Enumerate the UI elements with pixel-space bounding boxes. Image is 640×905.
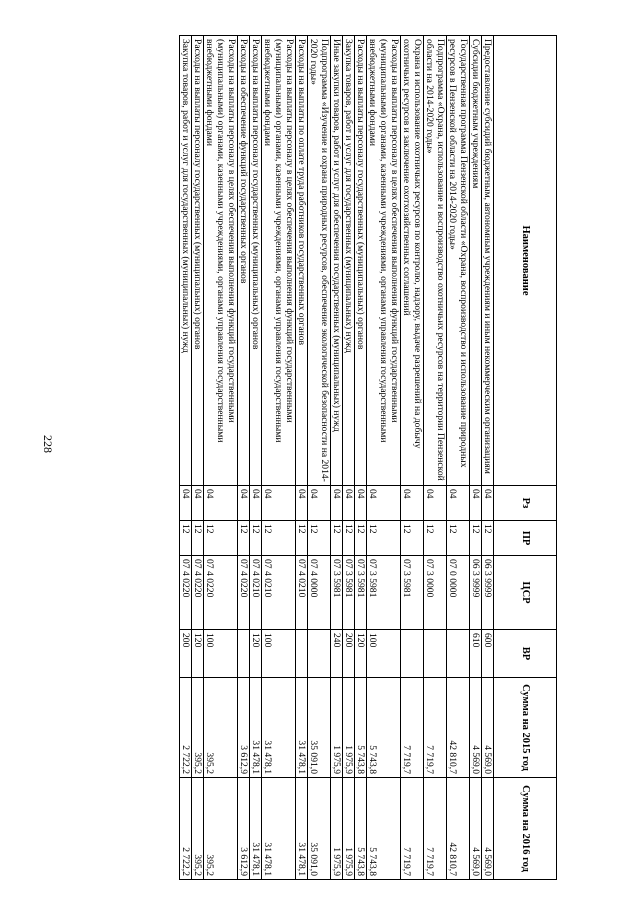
table-row <box>424 36 447 880</box>
row-sum-2016: 5 743,8 <box>355 778 367 880</box>
row-name: Расходы на выплаты персоналу в целях обеспечения выполнения функций государственными (муниципальными) органами, казенными учреждениями, органами управления государственными внебюджетными фондами <box>367 36 401 486</box>
row-pr: 12 <box>308 521 331 556</box>
table-row <box>296 36 308 880</box>
row-pr: 12 <box>192 521 204 556</box>
table-row <box>447 36 470 880</box>
row-name: Расходы на выплаты персоналу в целях обеспечения выполнения функций государственными (муниципальными) органами, казенными учреждениями, органами управления государственными внебюджетными фондами <box>262 36 296 486</box>
row-vr <box>424 630 447 678</box>
row-csr: 06 3 9999 <box>482 556 494 630</box>
row-rz: 04 <box>204 486 238 521</box>
header-sum-2016: Сумма на 2016 год <box>494 778 557 880</box>
row-name: Закупка товаров, работ и услуг для государственных (муниципальных) нужд <box>180 36 192 486</box>
row-vr <box>238 630 250 678</box>
row-rz: 04 <box>296 486 308 521</box>
row-vr: 100 <box>262 630 296 678</box>
row-vr: 120 <box>192 630 204 678</box>
row-csr: 06 3 9999 <box>470 556 482 630</box>
row-rz: 04 <box>447 486 470 521</box>
row-sum-2016: 31 478,1 <box>262 778 296 880</box>
table-row <box>367 36 401 880</box>
row-rz: 04 <box>180 486 192 521</box>
row-pr: 12 <box>367 521 401 556</box>
row-rz: 04 <box>424 486 447 521</box>
row-pr: 12 <box>204 521 238 556</box>
row-csr: 07 4 0210 <box>262 556 296 630</box>
header-pr: ПР <box>494 521 557 556</box>
row-vr <box>401 630 424 678</box>
row-csr: 07 3 0000 <box>424 556 447 630</box>
row-vr <box>308 630 331 678</box>
row-sum-2016: 395,2 <box>204 778 238 880</box>
row-sum-2016: 395,2 <box>192 778 204 880</box>
row-rz: 04 <box>192 486 204 521</box>
row-pr: 12 <box>331 521 343 556</box>
row-csr: 07 3 5981 <box>355 556 367 630</box>
row-sum-2015: 395,2 <box>192 678 204 778</box>
row-csr: 07 4 0000 <box>308 556 331 630</box>
row-rz: 04 <box>238 486 250 521</box>
row-vr: 600 <box>482 630 494 678</box>
row-name: Расходы на выплаты персоналу государственных (муниципальных) органов <box>192 36 204 486</box>
row-csr: 07 4 0210 <box>296 556 308 630</box>
row-name: Подпрограмма «Охрана, использование и воспроизводство охотничьих ресурсов на территории Пензенской области на 2014-2020 годы» <box>424 36 447 486</box>
table-header-row <box>494 36 557 880</box>
row-sum-2016: 7 719,7 <box>401 778 424 880</box>
header-csr: ЦСР <box>494 556 557 630</box>
row-sum-2016: 1 975,9 <box>331 778 343 880</box>
row-sum-2015: 5 743,8 <box>355 678 367 778</box>
page-number: 228 <box>41 435 55 453</box>
row-rz: 04 <box>367 486 401 521</box>
row-pr: 12 <box>250 521 262 556</box>
row-rz: 04 <box>262 486 296 521</box>
row-sum-2015: 7 719,7 <box>401 678 424 778</box>
row-sum-2016: 31 478,1 <box>296 778 308 880</box>
header-rz: Рз <box>494 486 557 521</box>
row-name: Расходы на выплаты персоналу государственных (муниципальных) органов <box>250 36 262 486</box>
table-row <box>204 36 238 880</box>
row-sum-2016: 3 612,9 <box>238 778 250 880</box>
header-vr: ВР <box>494 630 557 678</box>
budget-table <box>179 35 557 880</box>
row-name: Расходы на выплаты по оплате труда работников государственных органов <box>296 36 308 486</box>
row-sum-2016: 5 743,8 <box>367 778 401 880</box>
row-pr: 12 <box>470 521 482 556</box>
table-row <box>192 36 204 880</box>
row-sum-2015: 3 612,9 <box>238 678 250 778</box>
row-rz: 04 <box>470 486 482 521</box>
row-name: Иные закупки товаров, работ и услуг для обеспечения государственных (муниципальных) нужд <box>331 36 343 486</box>
row-pr: 12 <box>355 521 367 556</box>
table-row <box>482 36 494 880</box>
row-sum-2015: 395,2 <box>204 678 238 778</box>
row-csr: 07 3 5981 <box>367 556 401 630</box>
row-rz: 04 <box>343 486 355 521</box>
row-csr: 07 4 0220 <box>238 556 250 630</box>
row-name: Подпрограмма «Изучение и охрана природных ресурсов, обеспечение экологической безопасности на 2014-2020 годы» <box>308 36 331 486</box>
row-rz: 04 <box>401 486 424 521</box>
row-sum-2016: 31 478,1 <box>250 778 262 880</box>
row-vr: 200 <box>343 630 355 678</box>
table-row <box>238 36 250 880</box>
row-name: Расходы на выплаты персоналу в целях обеспечения выполнения функций государственными (муниципальными) органами, казенными учреждениями, органами управления государственными внебюджетными фондами <box>204 36 238 486</box>
row-pr: 12 <box>482 521 494 556</box>
row-vr: 610 <box>470 630 482 678</box>
row-pr: 12 <box>424 521 447 556</box>
row-csr: 07 4 0220 <box>192 556 204 630</box>
row-sum-2016: 4 569,0 <box>470 778 482 880</box>
row-csr: 07 0 0000 <box>447 556 470 630</box>
row-sum-2015: 35 091,0 <box>308 678 331 778</box>
row-sum-2015: 1 975,9 <box>343 678 355 778</box>
row-name: Субсидии бюджетным учреждениям <box>470 36 482 486</box>
row-vr <box>447 630 470 678</box>
row-vr: 200 <box>180 630 192 678</box>
row-sum-2016: 2 722,2 <box>180 778 192 880</box>
table-row <box>355 36 367 880</box>
table-row <box>250 36 262 880</box>
row-csr: 07 4 0220 <box>180 556 192 630</box>
row-name: Предоставление субсидий бюджетным, автономным учреждениям и иным некоммерческим организациям <box>482 36 494 486</box>
row-vr: 100 <box>367 630 401 678</box>
row-sum-2015: 4 569,0 <box>482 678 494 778</box>
row-pr: 12 <box>238 521 250 556</box>
table-row <box>470 36 482 880</box>
row-pr: 12 <box>262 521 296 556</box>
header-name: Наименование <box>494 36 557 486</box>
row-pr: 12 <box>343 521 355 556</box>
row-sum-2016: 1 975,9 <box>343 778 355 880</box>
row-vr <box>296 630 308 678</box>
row-pr: 12 <box>180 521 192 556</box>
row-sum-2016: 4 569,0 <box>482 778 494 880</box>
row-rz: 04 <box>308 486 331 521</box>
row-rz: 04 <box>482 486 494 521</box>
header-sum-2015: Сумма на 2015 год <box>494 678 557 778</box>
row-sum-2015: 2 722,2 <box>180 678 192 778</box>
row-rz: 04 <box>250 486 262 521</box>
row-csr: 07 3 5981 <box>343 556 355 630</box>
table-row <box>308 36 331 880</box>
row-sum-2015: 31 478,1 <box>250 678 262 778</box>
row-sum-2015: 5 743,8 <box>367 678 401 778</box>
row-pr: 12 <box>401 521 424 556</box>
row-sum-2015: 42 810,7 <box>447 678 470 778</box>
row-pr: 12 <box>296 521 308 556</box>
row-vr: 100 <box>204 630 238 678</box>
row-vr: 120 <box>250 630 262 678</box>
row-sum-2015: 31 478,1 <box>296 678 308 778</box>
row-sum-2016: 7 719,7 <box>424 778 447 880</box>
row-pr: 12 <box>447 521 470 556</box>
row-csr: 07 3 5981 <box>331 556 343 630</box>
table-row <box>401 36 424 880</box>
row-vr: 240 <box>331 630 343 678</box>
row-sum-2015: 7 719,7 <box>424 678 447 778</box>
row-rz: 04 <box>355 486 367 521</box>
rotated-page-content <box>57 35 557 879</box>
table-row <box>343 36 355 880</box>
row-name: Расходы на обеспечение функций государственных органов <box>238 36 250 486</box>
row-name: Охрана и использование охотничьих ресурсов по контролю, надзору, выдаче разрешений на добычу охотничьих ресурсов и заключение охотхозяйственных соглашений <box>401 36 424 486</box>
row-csr: 07 4 0220 <box>204 556 238 630</box>
row-vr: 120 <box>355 630 367 678</box>
table-row <box>331 36 343 880</box>
table-row <box>180 36 192 880</box>
row-sum-2015: 4 569,0 <box>470 678 482 778</box>
row-sum-2016: 35 091,0 <box>308 778 331 880</box>
row-sum-2015: 31 478,1 <box>262 678 296 778</box>
row-name: Государственная программа Пензенской области «Охрана, воспроизводство и использование природных ресурсов в Пензенской области на 2014-2020 годы» <box>447 36 470 486</box>
row-sum-2015: 1 975,9 <box>331 678 343 778</box>
row-rz: 04 <box>331 486 343 521</box>
row-csr: 07 3 5981 <box>401 556 424 630</box>
row-sum-2016: 42 810,7 <box>447 778 470 880</box>
row-name: Расходы на выплаты персоналу государственных (муниципальных) органов <box>355 36 367 486</box>
row-csr: 07 4 0210 <box>250 556 262 630</box>
row-name: Закупка товаров, работ и услуг для государственных (муниципальных) нужд <box>343 36 355 486</box>
table-row <box>262 36 296 880</box>
